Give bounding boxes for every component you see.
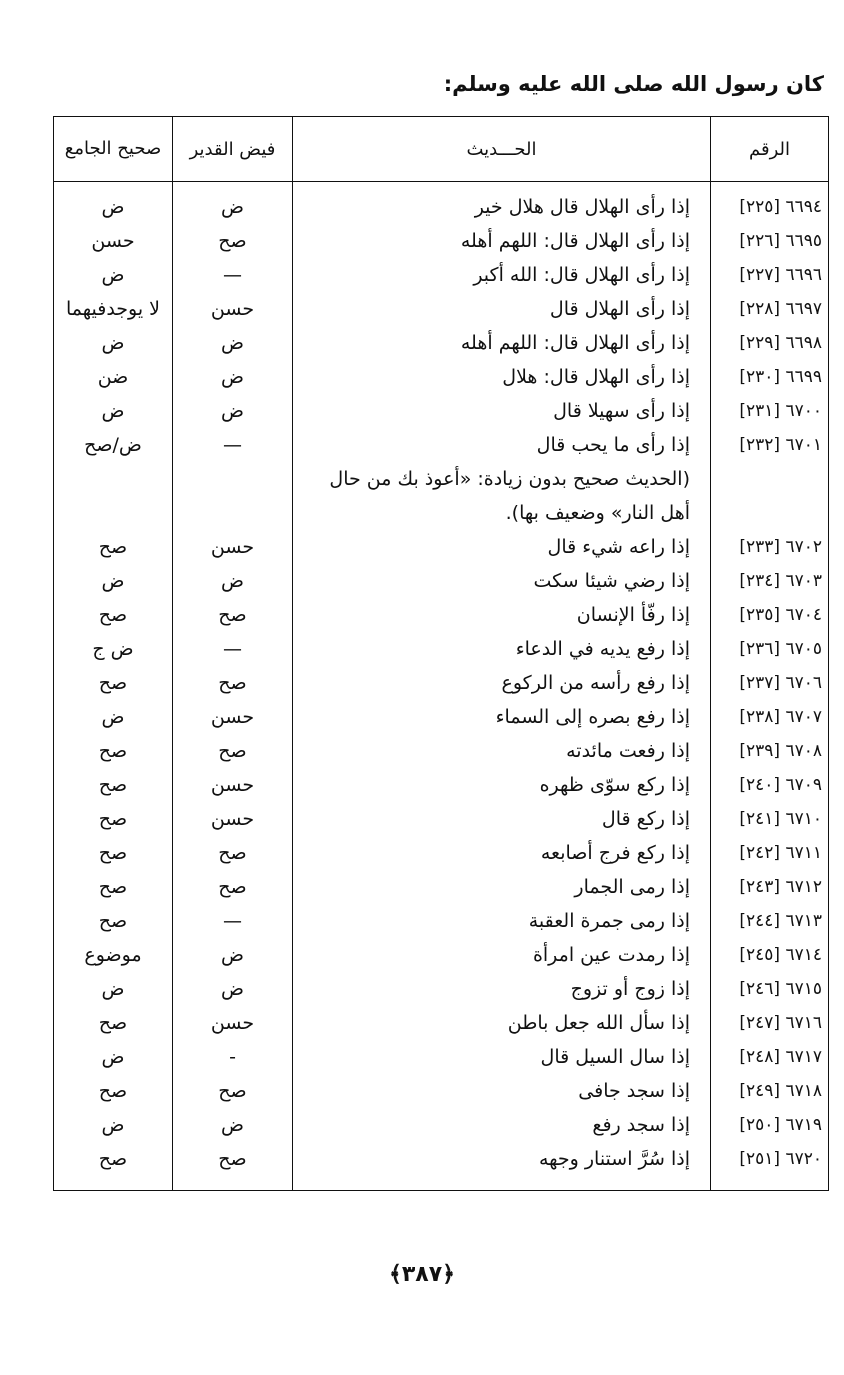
- hadith-cell: إذا رفع بصره إلى السماء: [293, 700, 711, 734]
- hadith-cell: إذا سجد جافى: [293, 1074, 711, 1108]
- table-row: [54, 530, 829, 564]
- num-cell: ٦٦٩٦ [٢٢٧]: [711, 258, 829, 292]
- hadith-cell: إذا راعه شيء قال: [293, 530, 711, 564]
- hadith-cell: إذا رأى الهلال قال: [293, 292, 711, 326]
- num-cell: ٦٧٢٠ [٢٥١]: [711, 1142, 829, 1191]
- empty-cell: [54, 462, 173, 530]
- sahih-cell: ض: [54, 700, 173, 734]
- sahih-cell: ض ج: [54, 632, 173, 666]
- table-row: [54, 292, 829, 326]
- num-cell: ٦٧١٢ [٢٤٣]: [711, 870, 829, 904]
- table-row: [54, 1142, 829, 1191]
- num-cell: ٦٧١٥ [٢٤٦]: [711, 972, 829, 1006]
- column-header-fayd: فيض القدير: [173, 117, 293, 182]
- hadith-cell: إذا رمدت عين امرأة: [293, 938, 711, 972]
- table-row: [54, 326, 829, 360]
- num-cell: ٦٧١١ [٢٤٢]: [711, 836, 829, 870]
- hadith-cell: إذا رفعت مائدته: [293, 734, 711, 768]
- fayd-cell: —: [173, 258, 293, 292]
- hadith-table: [53, 116, 829, 1191]
- table-row: [54, 700, 829, 734]
- sahih-cell: صح: [54, 768, 173, 802]
- table-row: [54, 938, 829, 972]
- hadith-cell: إذا رفع يديه في الدعاء: [293, 632, 711, 666]
- hadith-note: (الحديث صحيح بدون زيادة: «أعوذ بك من حال أهل النار» وضعيف بها).: [293, 462, 711, 530]
- hadith-cell: إذا سال السيل قال: [293, 1040, 711, 1074]
- fayd-cell: حسن: [173, 700, 293, 734]
- fayd-cell: صح: [173, 224, 293, 258]
- table-row: [54, 972, 829, 1006]
- fayd-cell: حسن: [173, 1006, 293, 1040]
- hadith-cell: إذا رأى الهلال قال: هلال: [293, 360, 711, 394]
- column-header-hadith: الحـــديث: [293, 117, 711, 182]
- num-cell: ٦٦٩٧ [٢٢٨]: [711, 292, 829, 326]
- fayd-cell: —: [173, 428, 293, 462]
- fayd-cell: ض: [173, 564, 293, 598]
- page-heading: كان رسول الله صلى الله عليه وسلم:: [443, 72, 824, 96]
- table-row: [54, 632, 829, 666]
- hadith-cell: إذا رأى الهلال قال: الله أكبر: [293, 258, 711, 292]
- sahih-cell: صح: [54, 666, 173, 700]
- hadith-cell: إذا سُرَّ استنار وجهه: [293, 1142, 711, 1191]
- table-row: [54, 1108, 829, 1142]
- sahih-cell: صح: [54, 1006, 173, 1040]
- sahih-cell: ض: [54, 1040, 173, 1074]
- sahih-cell: حسن: [54, 224, 173, 258]
- num-cell: ٦٧٠٠ [٢٣١]: [711, 394, 829, 428]
- hadith-cell: إذا رضي شيئا سكت: [293, 564, 711, 598]
- sahih-cell: صح: [54, 530, 173, 564]
- fayd-cell: —: [173, 904, 293, 938]
- num-cell: ٦٧٠٣ [٢٣٤]: [711, 564, 829, 598]
- num-cell: ٦٧١٩ [٢٥٠]: [711, 1108, 829, 1142]
- hadith-cell: إذا سجد رفع: [293, 1108, 711, 1142]
- table-row: [54, 598, 829, 632]
- num-cell: ٦٧١٣ [٢٤٤]: [711, 904, 829, 938]
- table-row: [54, 870, 829, 904]
- fayd-cell: حسن: [173, 530, 293, 564]
- hadith-cell: إذا رأى ما يحب قال: [293, 428, 711, 462]
- num-cell: ٦٧٠٤ [٢٣٥]: [711, 598, 829, 632]
- num-cell: ٦٦٩٤ [٢٢٥]: [711, 182, 829, 225]
- page-number: ﴿٣٨٧﴾: [388, 1262, 456, 1287]
- table-row: [54, 182, 829, 225]
- sahih-cell: لا يوجدفيهما: [54, 292, 173, 326]
- table-row: [54, 1006, 829, 1040]
- sahih-cell: صح: [54, 734, 173, 768]
- note-row: [54, 462, 829, 530]
- table-row: [54, 564, 829, 598]
- num-cell: ٦٧١٨ [٢٤٩]: [711, 1074, 829, 1108]
- fayd-cell: ض: [173, 326, 293, 360]
- table-row: [54, 802, 829, 836]
- table-row: [54, 258, 829, 292]
- hadith-cell: إذا رأى الهلال قال: اللهم أهله: [293, 224, 711, 258]
- num-cell: ٦٧٠٩ [٢٤٠]: [711, 768, 829, 802]
- table-row: [54, 394, 829, 428]
- num-cell: ٦٧٠٢ [٢٣٣]: [711, 530, 829, 564]
- sahih-cell: صح: [54, 870, 173, 904]
- num-cell: ٦٧١٤ [٢٤٥]: [711, 938, 829, 972]
- num-cell: ٦٦٩٨ [٢٢٩]: [711, 326, 829, 360]
- fayd-cell: صح: [173, 1074, 293, 1108]
- table-row: [54, 1074, 829, 1108]
- num-cell: ٦٦٩٥ [٢٢٦]: [711, 224, 829, 258]
- sahih-cell: صح: [54, 1074, 173, 1108]
- table-body: [54, 182, 829, 1191]
- num-cell: ٦٧٠١ [٢٣٢]: [711, 428, 829, 462]
- num-cell: ٦٧٠٦ [٢٣٧]: [711, 666, 829, 700]
- hadith-cell: إذا ركع قال: [293, 802, 711, 836]
- empty-cell: [173, 462, 293, 530]
- sahih-cell: ض: [54, 258, 173, 292]
- fayd-cell: ض: [173, 1108, 293, 1142]
- num-cell: ٦٧١٧ [٢٤٨]: [711, 1040, 829, 1074]
- fayd-cell: ض: [173, 394, 293, 428]
- hadith-cell: إذا رأى الهلال قال: اللهم أهله: [293, 326, 711, 360]
- hadith-cell: إذا رأى سهيلا قال: [293, 394, 711, 428]
- sahih-cell: صح: [54, 802, 173, 836]
- column-header-num: الرقم: [711, 117, 829, 182]
- fayd-cell: حسن: [173, 802, 293, 836]
- sahih-cell: ض/صح: [54, 428, 173, 462]
- hadith-cell: إذا رأى الهلال قال هلال خير: [293, 182, 711, 225]
- num-cell: ٦٧١٦ [٢٤٧]: [711, 1006, 829, 1040]
- fayd-cell: صح: [173, 870, 293, 904]
- sahih-cell: ض: [54, 972, 173, 1006]
- sahih-cell: ض: [54, 326, 173, 360]
- num-cell: ٦٧٠٧ [٢٣٨]: [711, 700, 829, 734]
- hadith-cell: إذا رفع رأسه من الركوع: [293, 666, 711, 700]
- fayd-cell: صح: [173, 666, 293, 700]
- table-row: [54, 1040, 829, 1074]
- hadith-cell: إذا رمى جمرة العقبة: [293, 904, 711, 938]
- hadith-cell: إذا رمى الجمار: [293, 870, 711, 904]
- table-row: [54, 768, 829, 802]
- sahih-cell: ضن: [54, 360, 173, 394]
- fayd-cell: صح: [173, 734, 293, 768]
- sahih-cell: صح: [54, 904, 173, 938]
- fayd-cell: صح: [173, 836, 293, 870]
- hadith-cell: إذا سأل الله جعل باطن: [293, 1006, 711, 1040]
- column-header-sahih: صحيح الجامع: [54, 117, 173, 182]
- fayd-cell: -: [173, 1040, 293, 1074]
- fayd-cell: —: [173, 632, 293, 666]
- fayd-cell: حسن: [173, 292, 293, 326]
- fayd-cell: حسن: [173, 768, 293, 802]
- sahih-cell: صح: [54, 1142, 173, 1191]
- hadith-cell: إذا رفّأ الإنسان: [293, 598, 711, 632]
- table-row: [54, 904, 829, 938]
- num-cell: ٦٧١٠ [٢٤١]: [711, 802, 829, 836]
- table-row: [54, 666, 829, 700]
- hadith-cell: إذا زوج أو تزوج: [293, 972, 711, 1006]
- sahih-cell: ض: [54, 182, 173, 225]
- hadith-cell: إذا ركع فرج أصابعه: [293, 836, 711, 870]
- table-row: [54, 734, 829, 768]
- table-row: [54, 360, 829, 394]
- table-row: [54, 428, 829, 462]
- num-cell: ٦٧٠٨ [٢٣٩]: [711, 734, 829, 768]
- sahih-cell: ض: [54, 394, 173, 428]
- table-row: [54, 836, 829, 870]
- empty-cell: [711, 462, 829, 530]
- fayd-cell: ض: [173, 182, 293, 225]
- sahih-cell: ض: [54, 1108, 173, 1142]
- fayd-cell: صح: [173, 598, 293, 632]
- fayd-cell: صح: [173, 1142, 293, 1191]
- fayd-cell: ض: [173, 972, 293, 1006]
- fayd-cell: ض: [173, 938, 293, 972]
- hadith-cell: إذا ركع سوّى ظهره: [293, 768, 711, 802]
- fayd-cell: ض: [173, 360, 293, 394]
- table-row: [54, 224, 829, 258]
- sahih-cell: موضوع: [54, 938, 173, 972]
- num-cell: ٦٧٠٥ [٢٣٦]: [711, 632, 829, 666]
- sahih-cell: صح: [54, 836, 173, 870]
- num-cell: ٦٦٩٩ [٢٣٠]: [711, 360, 829, 394]
- sahih-cell: صح: [54, 598, 173, 632]
- sahih-cell: ض: [54, 564, 173, 598]
- table-header-row: [54, 117, 829, 182]
